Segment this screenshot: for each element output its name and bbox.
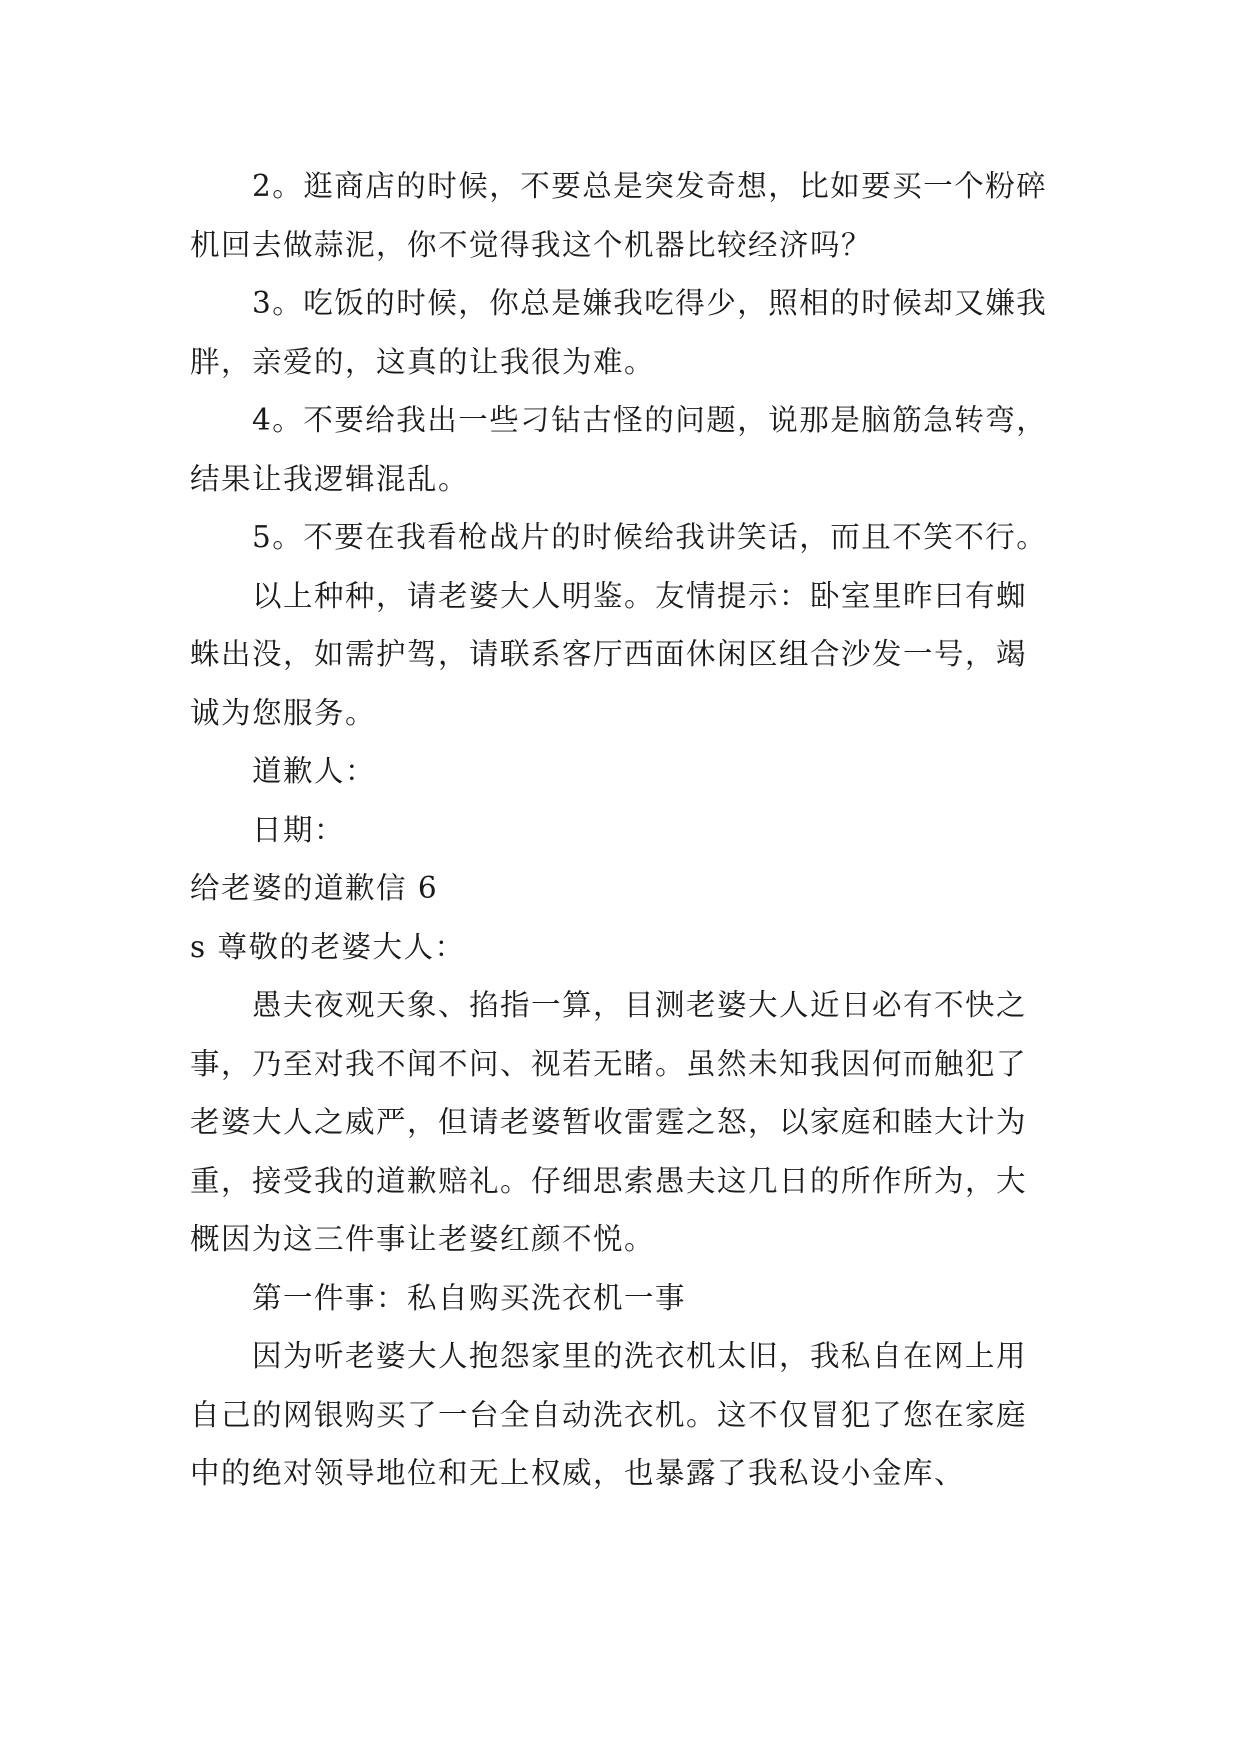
salutation: s 尊敬的老婆大人： xyxy=(190,929,466,964)
paragraph-item-2: 2。逛商店的时候，不要总是突发奇想，比如要买一个粉碎机回去做蒜泥，你不觉得我这个机器比较经济吗？ xyxy=(190,169,1048,262)
paragraph-first-matter-body: 因为听老婆大人抱怨家里的洗衣机太旧，我私自在网上用自己的网银购买了一台全自动洗衣机。这不仅冒犯了您在家庭中的绝对领导地位和无上权威，也暴露了我私设小金库、 xyxy=(190,1339,1028,1490)
signature-apologizer: 道歉人： xyxy=(252,754,377,788)
paragraph-item-3: 3。吃饭的时候，你总是嫌我吃得少，照相的时候却又嫌我胖，亲爱的，这真的让我很为难。 xyxy=(190,286,1048,379)
paragraph-closing-note: 以上种种，请老婆大人明鉴。友情提示：卧室里昨曰有蜘蛛出没，如需护驾，请联系客厅西面休闲区组合沙发一号，竭诚为您服务。 xyxy=(190,578,1028,730)
section-heading: 给老婆的道歉信 6 xyxy=(190,871,439,905)
paragraph-intro: 愚夫夜观天象、掐指一算，目测老婆大人近日必有不快之事，乃至对我不闻不问、视若无睹。虽然未知我因何而触犯了老婆大人之威严，但请老婆暂收雷霆之怒，以家庭和睦大计为重，接受我的道歉赔礼。仔细思索愚夫这几日的所作所为，大概因为这三件事让老婆红颜不悦。 xyxy=(190,988,1028,1256)
paragraph-first-matter-heading: 第一件事：私自购买洗衣机一事 xyxy=(252,1280,687,1315)
signature-date: 日期： xyxy=(252,812,346,847)
paragraph-item-5: 5。不要在我看枪战片的时候给我讲笑话，而且不笑不行。 xyxy=(252,520,1048,554)
paragraph-item-4: 4。不要给我出一些刁钻古怪的问题，说那是脑筋急转弯，结果让我逻辑混乱。 xyxy=(190,403,1048,496)
document-body xyxy=(190,157,1050,1503)
